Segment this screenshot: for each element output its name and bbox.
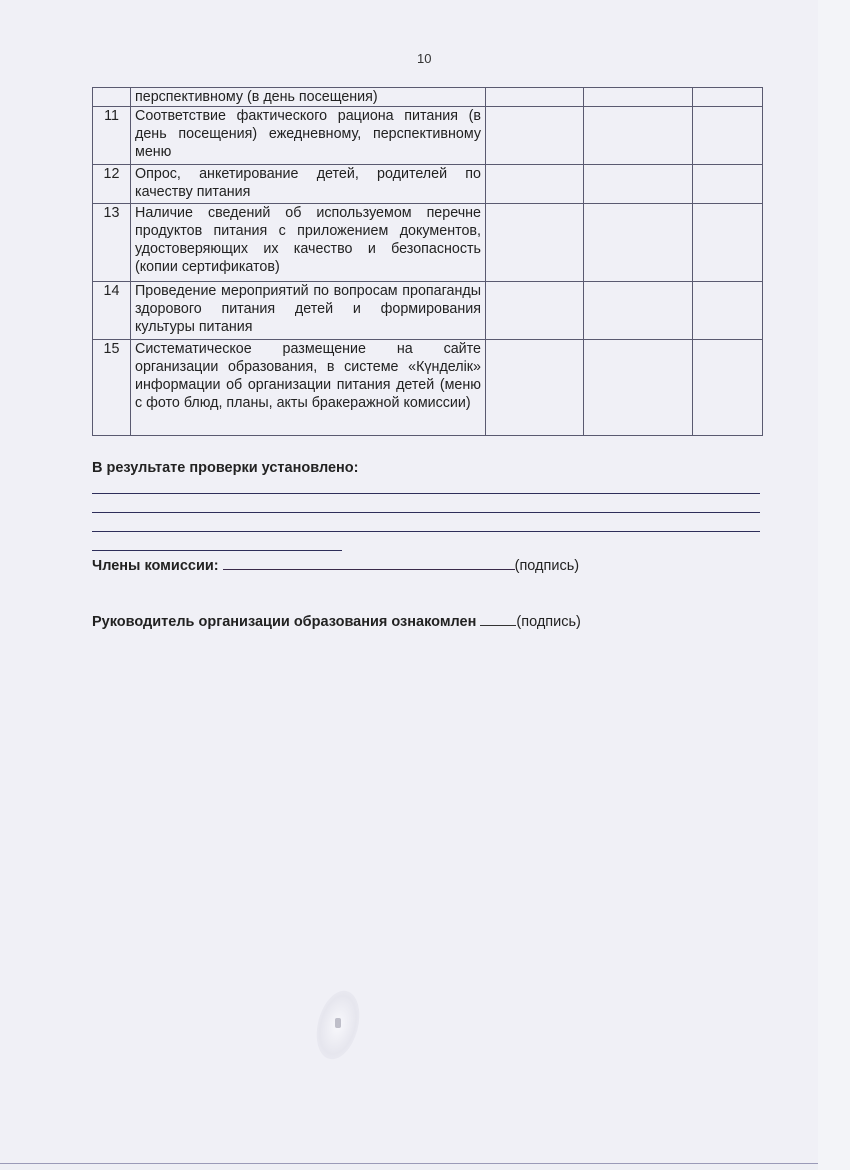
row-cell-empty[interactable] bbox=[486, 282, 584, 340]
row-cell-empty[interactable] bbox=[584, 204, 693, 282]
table-row bbox=[93, 165, 763, 204]
row-cell-empty[interactable] bbox=[693, 204, 763, 282]
scan-margin-strip bbox=[818, 0, 850, 1170]
table-row bbox=[93, 88, 763, 107]
page-number: 10 bbox=[417, 51, 432, 66]
row-cell-empty[interactable] bbox=[693, 282, 763, 340]
row-cell-empty[interactable] bbox=[584, 282, 693, 340]
paper-blemish bbox=[335, 1018, 341, 1028]
members-signature-hint: (подпись) bbox=[514, 558, 580, 574]
result-fill-line[interactable] bbox=[92, 493, 760, 494]
row-cell-empty[interactable] bbox=[486, 88, 584, 107]
row-cell-empty[interactable] bbox=[693, 340, 763, 436]
commission-members-line bbox=[92, 555, 579, 574]
result-heading: В результате проверки установлено: bbox=[92, 460, 359, 476]
checklist-table bbox=[92, 87, 763, 436]
row-cell-empty[interactable] bbox=[584, 165, 693, 204]
result-fill-line[interactable] bbox=[92, 550, 342, 551]
row-cell-empty[interactable] bbox=[584, 88, 693, 107]
row-number: 12 bbox=[93, 165, 131, 204]
result-fill-line[interactable] bbox=[92, 512, 760, 513]
head-acknowledgement-label: Руководитель организации образования ознакомлен bbox=[92, 614, 477, 630]
row-cell-empty[interactable] bbox=[693, 107, 763, 165]
row-criterion: Наличие сведений об используемом перечне продуктов питания с приложением документов, удостоверяющих их качество и безопасность (копии сертификатов) bbox=[131, 204, 486, 282]
result-fill-line[interactable] bbox=[92, 531, 760, 532]
table-row bbox=[93, 340, 763, 436]
row-number: 13 bbox=[93, 204, 131, 282]
row-criterion: Опрос, анкетирование детей, родителей по качеству питания bbox=[131, 165, 486, 204]
row-number: 11 bbox=[93, 107, 131, 165]
row-cell-empty[interactable] bbox=[584, 340, 693, 436]
table-row bbox=[93, 204, 763, 282]
row-number: 14 bbox=[93, 282, 131, 340]
row-number: 15 bbox=[93, 340, 131, 436]
row-cell-empty[interactable] bbox=[486, 107, 584, 165]
head-signature-hint: (подпись) bbox=[516, 614, 581, 630]
head-acknowledgement-line bbox=[92, 611, 581, 630]
head-signature-field[interactable] bbox=[480, 611, 516, 626]
row-criterion: перспективному (в день посещения) bbox=[131, 88, 486, 107]
row-number bbox=[93, 88, 131, 107]
row-cell-empty[interactable] bbox=[693, 165, 763, 204]
row-cell-empty[interactable] bbox=[486, 340, 584, 436]
table-row bbox=[93, 282, 763, 340]
row-criterion: Систематическое размещение на сайте организации образования, в системе «Күнделік» информации об организации питания детей (меню с фото блюд, планы, акты бракеражной комиссии) bbox=[131, 340, 486, 436]
table-row bbox=[93, 107, 763, 165]
row-cell-empty[interactable] bbox=[584, 107, 693, 165]
row-criterion: Соответствие фактического рациона питания (в день посещения) ежедневному, перспективному меню bbox=[131, 107, 486, 165]
row-criterion: Проведение мероприятий по вопросам пропаганды здорового питания детей и формирования культуры питания bbox=[131, 282, 486, 340]
row-cell-empty[interactable] bbox=[486, 165, 584, 204]
row-cell-empty[interactable] bbox=[693, 88, 763, 107]
commission-members-label: Члены комиссии: bbox=[92, 558, 219, 574]
row-cell-empty[interactable] bbox=[486, 204, 584, 282]
members-signature-field[interactable] bbox=[223, 555, 515, 570]
